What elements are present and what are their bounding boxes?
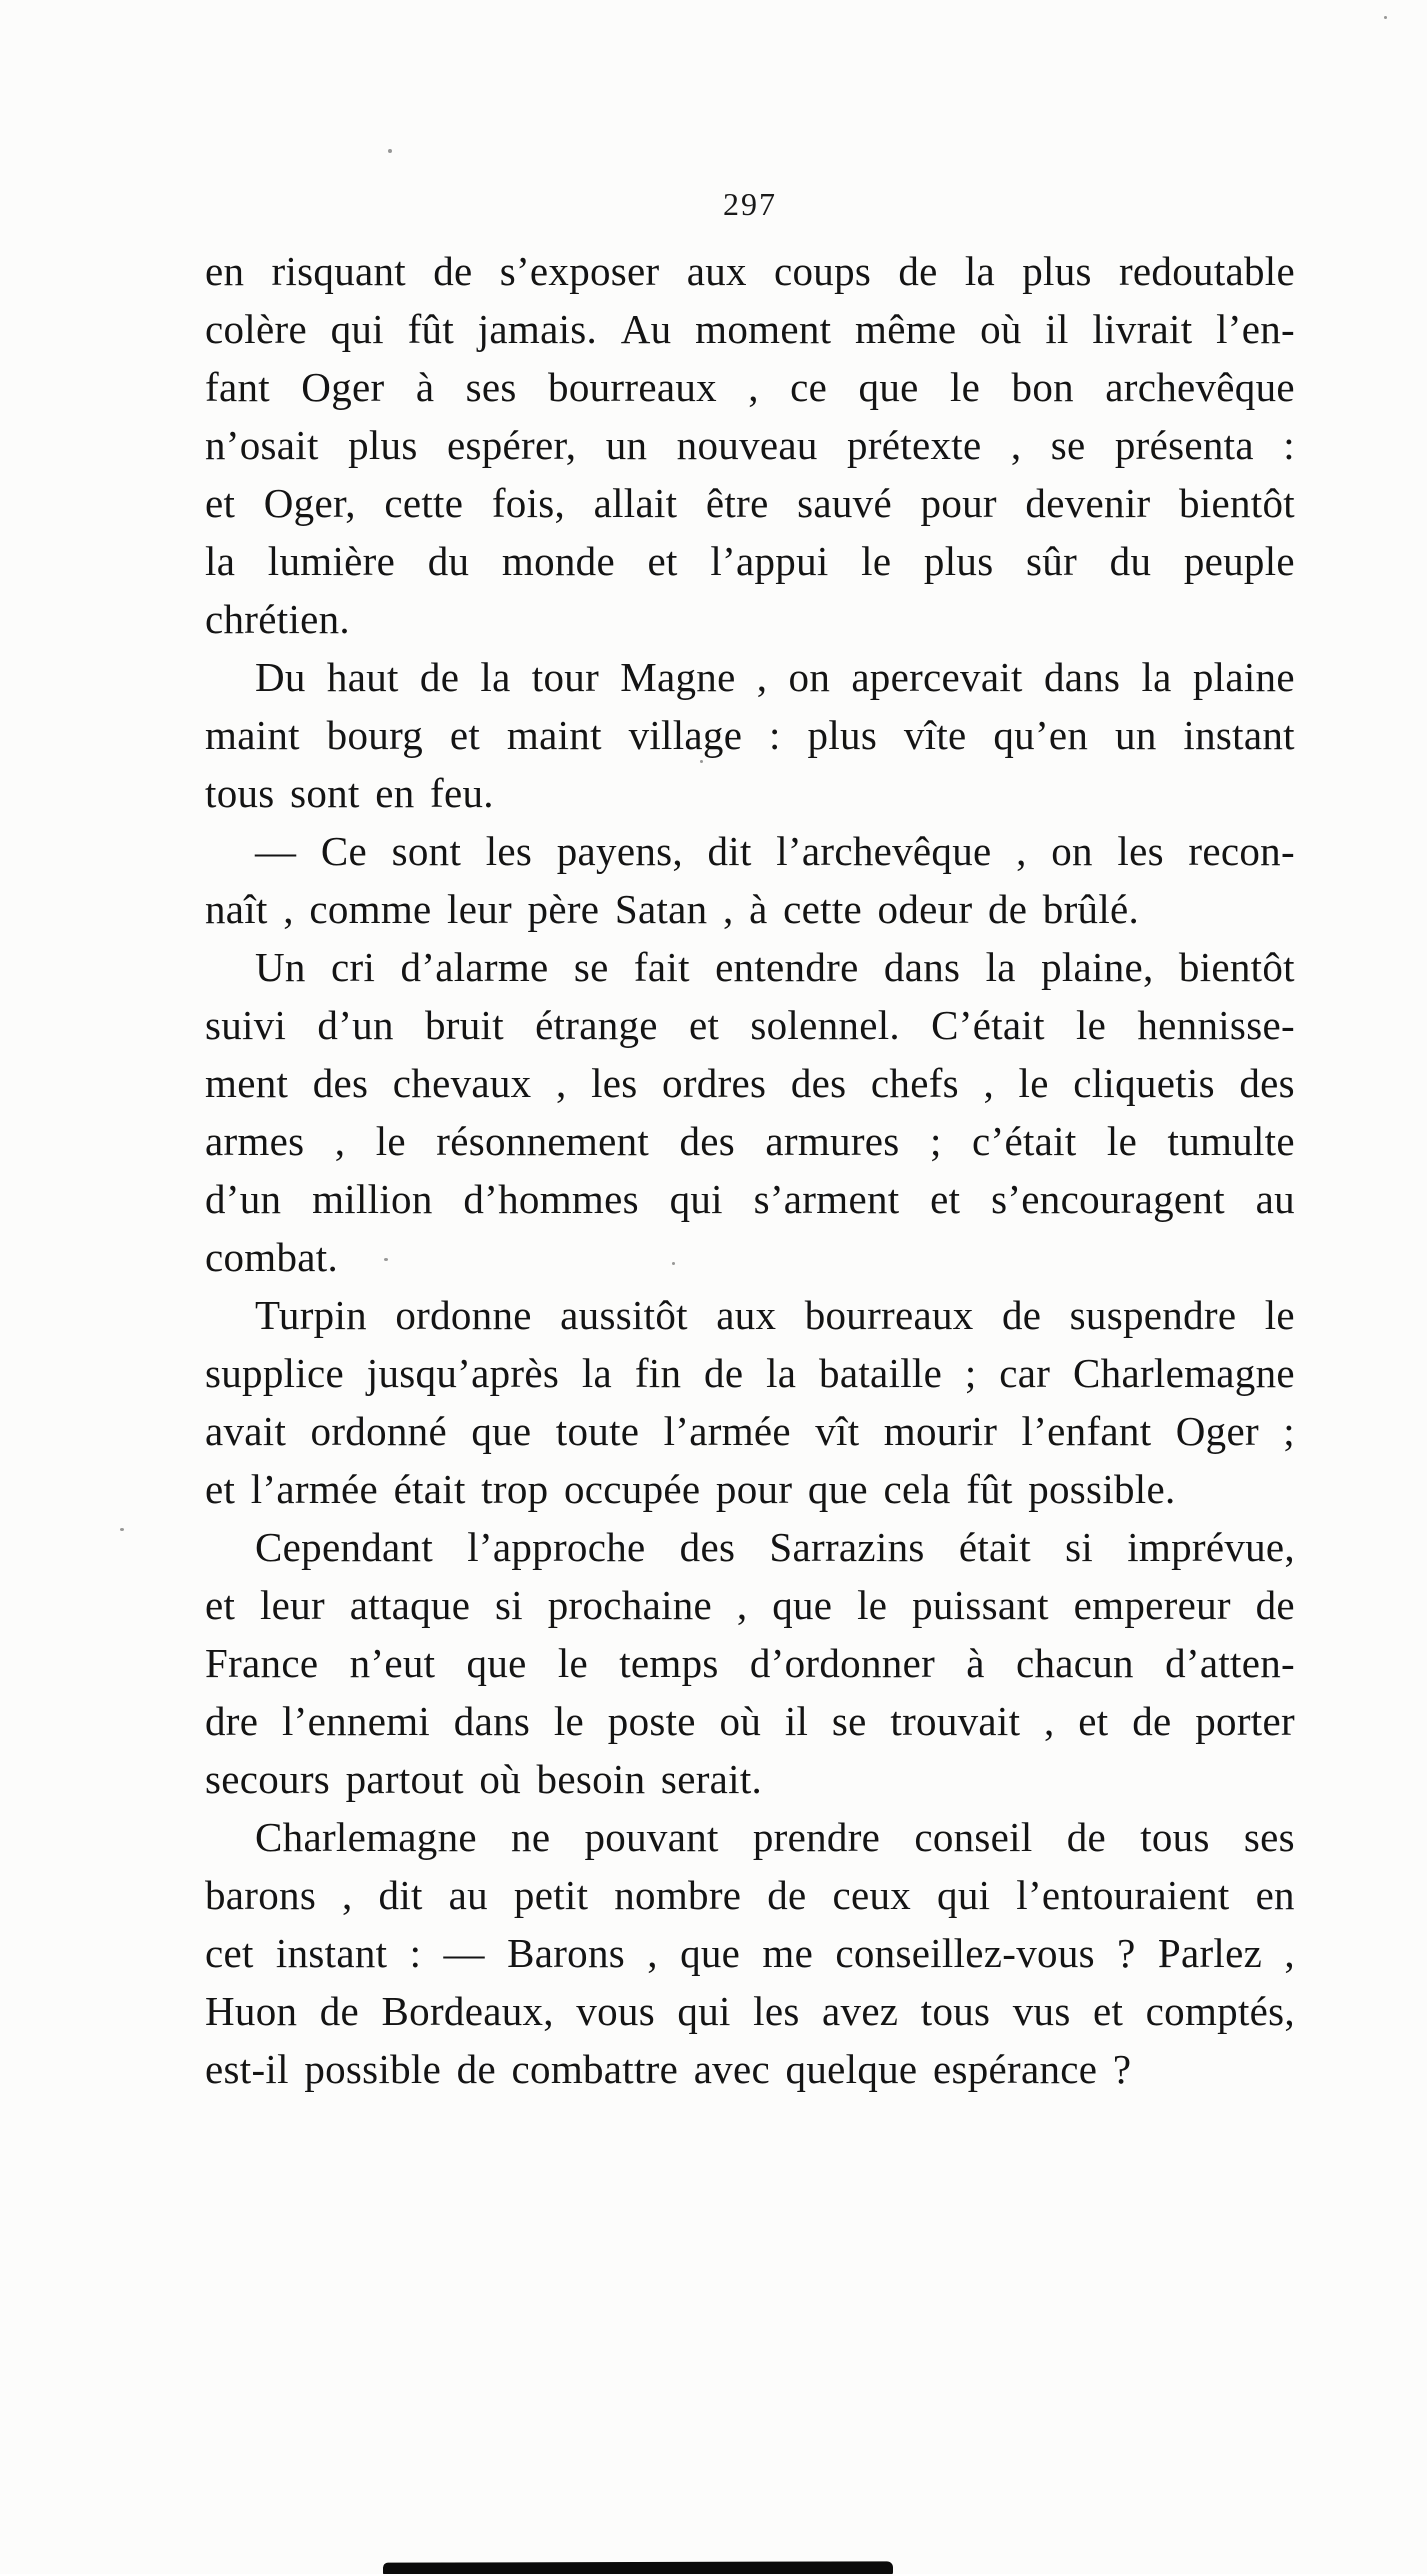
- text-line: et l’armée était trop occupée pour que cela fût possible.: [205, 1466, 1176, 1512]
- text-line: dre l’ennemi dans le poste où il se trouvait , et de porter: [205, 1698, 1295, 1744]
- text-line: tous sont en feu.: [205, 770, 494, 816]
- text-line: supplice jusqu’après la fin de la bataille ; car Charlemagne: [205, 1350, 1295, 1396]
- text-line: fant Oger à ses bourreaux , ce que le bon archevêque: [205, 364, 1295, 410]
- text-line: — Ce sont les payens, dit l’archevêque , on les recon-: [255, 828, 1295, 874]
- text-line: colère qui fût jamais. Au moment même où il livrait l’en-: [205, 306, 1295, 352]
- text-line: armes , le résonnement des armures ; c’était le tumulte: [205, 1118, 1295, 1164]
- text-line: avait ordonné que toute l’armée vît mourir l’enfant Oger ;: [205, 1408, 1295, 1454]
- text-line: maint bourg et maint village : plus vîte qu’en un instant: [205, 712, 1295, 758]
- scan-speck: [1384, 16, 1387, 19]
- text-line: Du haut de la tour Magne , on apercevait dans la plaine: [255, 654, 1295, 700]
- text-line: naît , comme leur père Satan , à cette odeur de brûlé.: [205, 886, 1140, 932]
- scan-speck: [120, 1528, 124, 1531]
- scan-speck: [388, 149, 392, 153]
- text-line: barons , dit au petit nombre de ceux qui l’entouraient en: [205, 1872, 1295, 1918]
- text-line: Charlemagne ne pouvant prendre conseil de tous ses: [255, 1814, 1295, 1860]
- text-line: la lumière du monde et l’appui le plus sûr du peuple: [205, 538, 1295, 584]
- text-line: et Oger, cette fois, allait être sauvé pour devenir bientôt: [205, 480, 1295, 526]
- text-line: Cependant l’approche des Sarrazins était si imprévue,: [255, 1524, 1295, 1570]
- page-number: 297: [723, 186, 777, 222]
- scan-speck: [384, 1258, 388, 1261]
- text-line: n’osait plus espérer, un nouveau prétexte , se présenta :: [205, 422, 1295, 468]
- text-line: France n’eut que le temps d’ordonner à chacun d’atten-: [205, 1640, 1295, 1686]
- scan-edge-artifact: [383, 2561, 893, 2574]
- text-line: est-il possible de combattre avec quelque espérance ?: [205, 2046, 1132, 2092]
- text-line: en risquant de s’exposer aux coups de la plus redoutable: [205, 248, 1295, 294]
- text-line: Huon de Bordeaux, vous qui les avez tous vus et comptés,: [205, 1988, 1295, 2034]
- text-line: secours partout où besoin serait.: [205, 1756, 763, 1802]
- text-line: d’un million d’hommes qui s’arment et s’encouragent au: [205, 1176, 1295, 1222]
- text-line: combat.: [205, 1234, 339, 1280]
- text-line: ment des chevaux , les ordres des chefs , le cliquetis des: [205, 1060, 1295, 1106]
- scan-speck: [672, 1262, 675, 1265]
- text-line: chrétien.: [205, 596, 350, 642]
- text-block: [205, 242, 1295, 2098]
- text-line: et leur attaque si prochaine , que le puissant empereur de: [205, 1582, 1295, 1628]
- text-line: Un cri d’alarme se fait entendre dans la plaine, bientôt: [255, 944, 1295, 990]
- text-line: Turpin ordonne aussitôt aux bourreaux de suspendre le: [255, 1292, 1295, 1338]
- text-line: suivi d’un bruit étrange et solennel. C’était le hennisse-: [205, 1002, 1295, 1048]
- scan-speck: [700, 760, 703, 763]
- text-line: cet instant : — Barons , que me conseillez-vous ? Parlez ,: [205, 1930, 1295, 1976]
